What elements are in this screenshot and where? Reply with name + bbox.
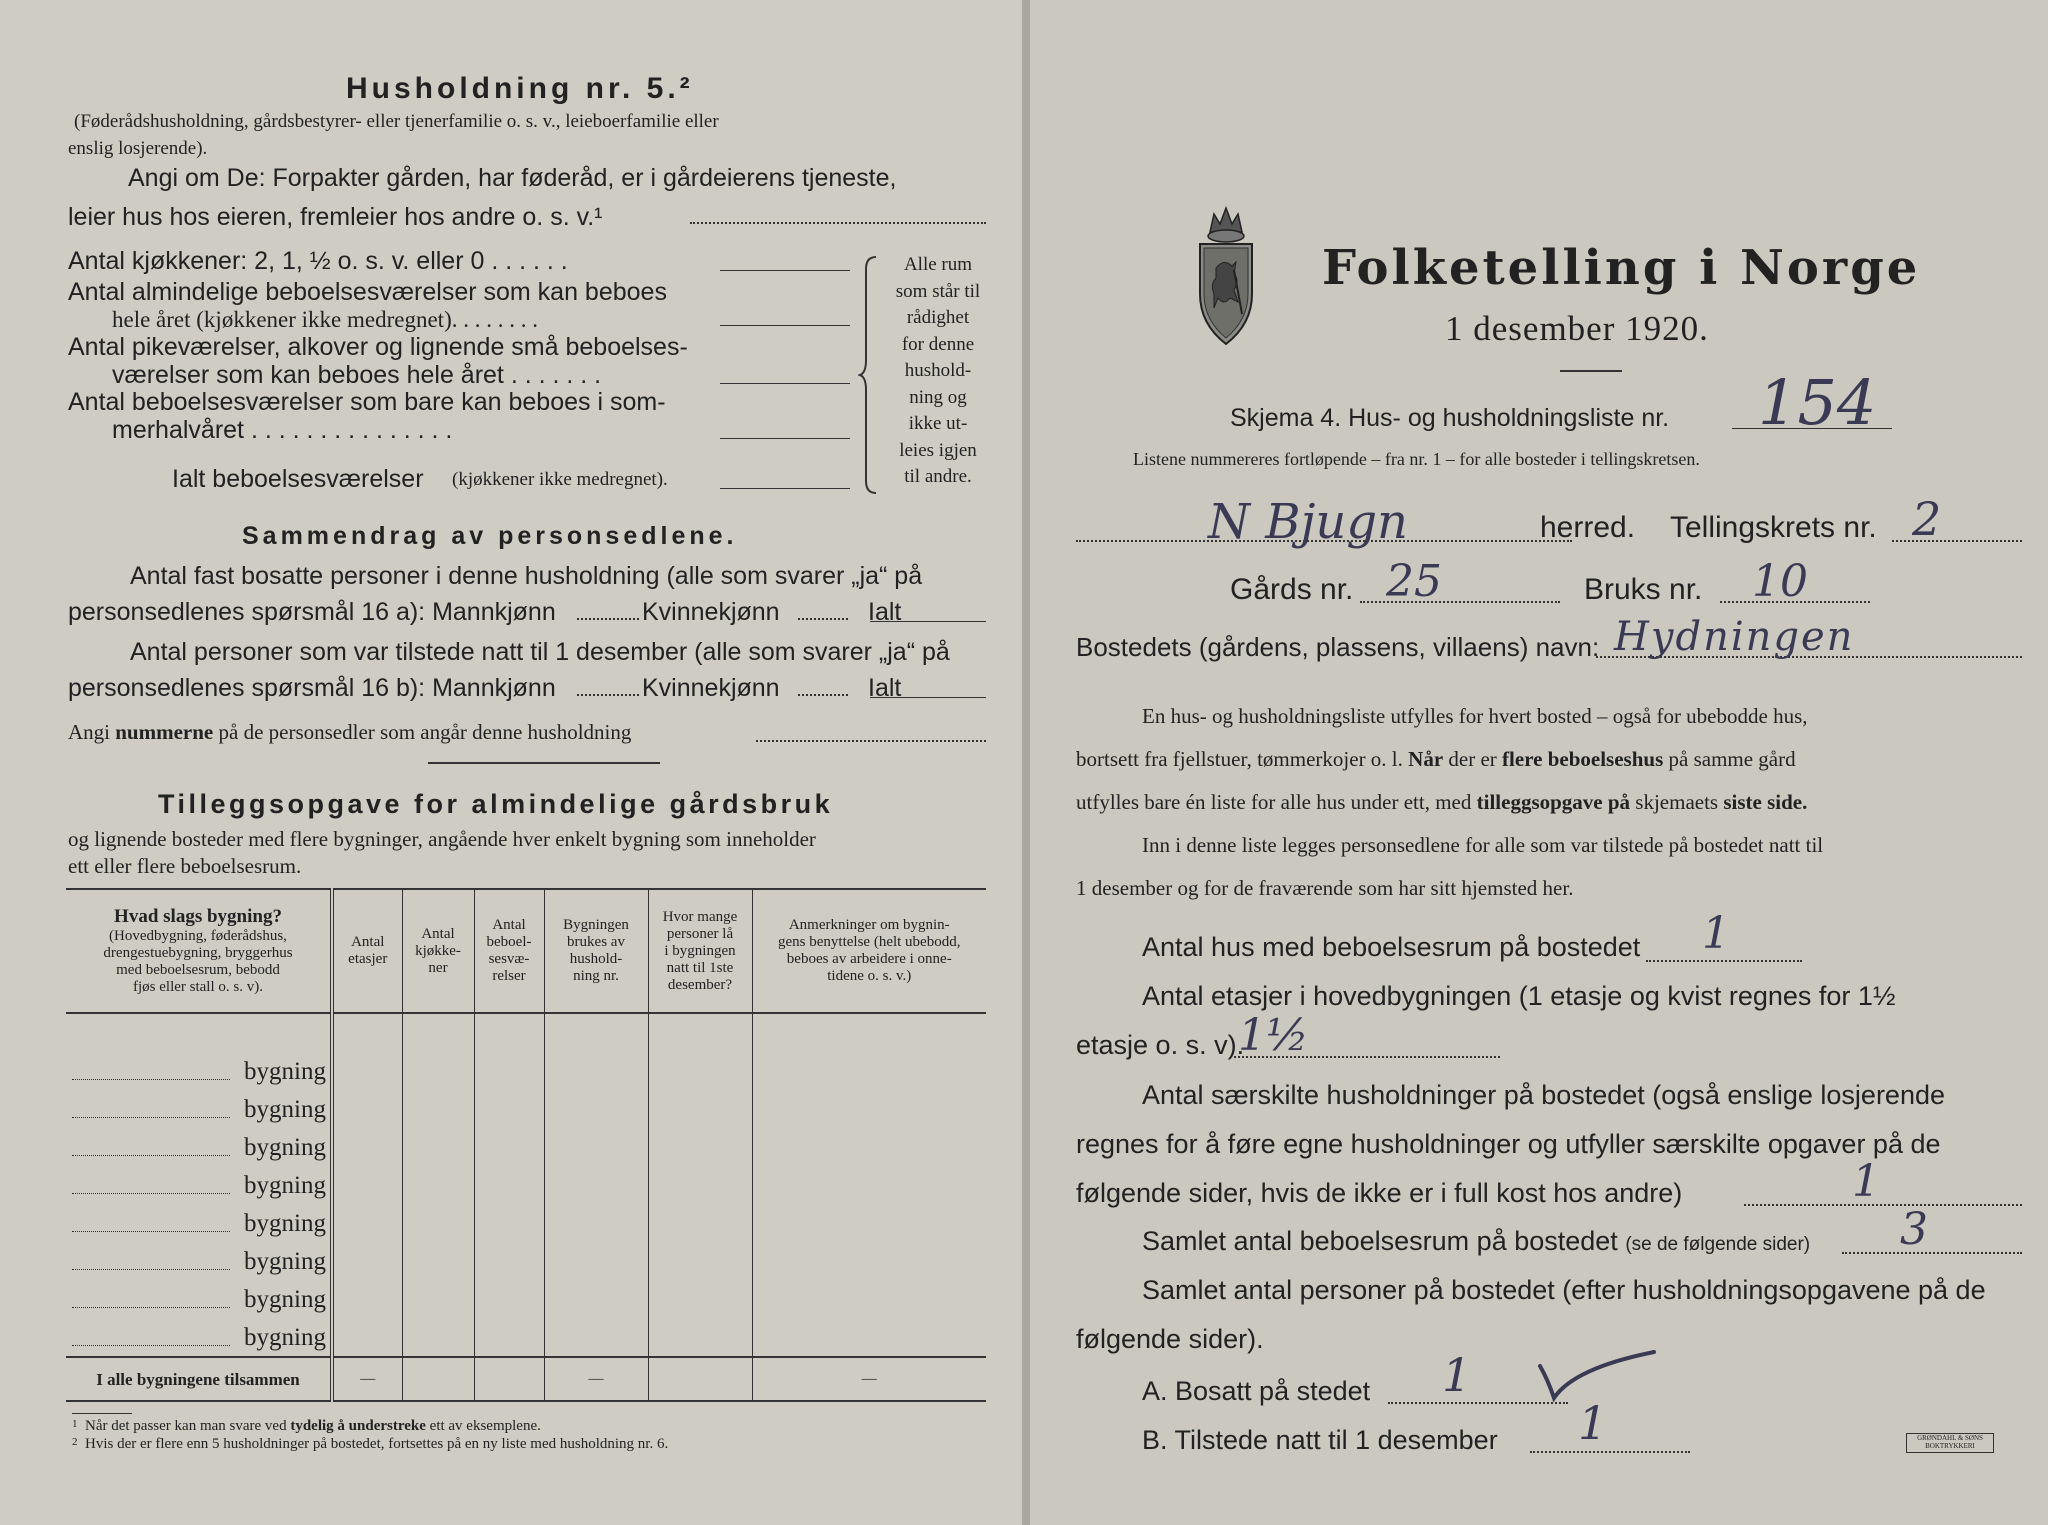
instr-3-pre: utfylles bare én liste for alle hus under ett, med <box>1076 790 1472 814</box>
page-fold <box>1022 0 1030 1525</box>
col-header-type-title: Hvad slags bygning? <box>114 906 282 927</box>
col-header-line: kjøkke- <box>415 942 461 959</box>
bruks-label: Bruks nr. <box>1584 573 1703 606</box>
q3-label-3: følgende sider, hvis de ikke er i full kost hos andre) <box>1076 1178 1683 1208</box>
col-header-line: Antal <box>421 925 455 942</box>
table-cell[interactable] <box>544 1280 648 1318</box>
q3-label-2: regnes for å føre egne husholdninger og utfyller særskilte opgaver på de <box>1076 1129 1941 1159</box>
col-header-type-line: fjøs eller stall o. s. v). <box>133 979 263 995</box>
table-cell[interactable] <box>402 1318 474 1357</box>
skjema-label: Skjema 4. Hus- og husholdningsliste nr. <box>1230 404 1670 432</box>
table-cell[interactable] <box>474 1090 544 1128</box>
left-page <box>0 0 1022 1525</box>
brace-note-line: Alle rum <box>903 254 973 275</box>
table-cell[interactable] <box>752 1166 986 1204</box>
listene-note: Listene nummereres fortløpende – fra nr. 1 – for alle bosteder i tellingskretsen. <box>1133 449 1700 469</box>
q4-label <box>1142 1226 1810 1257</box>
table-cell[interactable] <box>402 1128 474 1166</box>
instr-2-bold-1: Når <box>1408 747 1444 771</box>
table-row <box>66 1166 986 1204</box>
table-cell[interactable] <box>752 1318 986 1357</box>
instr-2-pre: bortsett fra fjellstuer, tømmerkojer o. l. <box>1076 747 1403 771</box>
col-header-line: etasjer <box>348 951 388 967</box>
footnote-2 <box>72 1436 668 1453</box>
table-cell[interactable] <box>544 1242 648 1280</box>
pike-label-2: værelser som kan beboes hele året . . . . . . . <box>112 361 602 389</box>
col-header-line: beboes av arbeidere i onne- <box>786 951 952 967</box>
tillegg-title: Tilleggsopgave for almindelige gårdsbruk <box>158 789 834 819</box>
instr-line-3 <box>1076 790 1807 815</box>
table-cell[interactable] <box>752 1052 986 1090</box>
table-cell[interactable] <box>544 1128 648 1166</box>
angi-line-1: Angi om De: Forpakter gården, har føderåd, er i gårdeierens tjeneste, <box>128 164 897 192</box>
table-cell[interactable] <box>332 1090 402 1128</box>
table-cell[interactable] <box>752 1128 986 1166</box>
kjokkener-label: Antal kjøkkener: 2, 1, ½ o. s. v. eller 0 . . . . . . <box>68 247 568 275</box>
col-header-line: Anmerkninger om bygnin- <box>788 917 950 933</box>
table-cell[interactable] <box>332 1128 402 1166</box>
instr-line-4: Inn i denne liste legges personsedlene for alle som var tilstede på bostedet natt til <box>1142 833 1824 857</box>
instr-2-mid: der er <box>1448 747 1497 771</box>
building-row-label: bygning <box>244 1247 326 1275</box>
footnote-1-bold: tydelig å understreke <box>290 1418 426 1434</box>
col-header-line: brukes av <box>567 934 625 950</box>
angi-answer-line[interactable] <box>690 222 986 224</box>
pike-field[interactable] <box>720 383 850 384</box>
tellingskrets-label: Tellingskrets nr. <box>1670 511 1877 544</box>
building-table <box>66 888 986 1402</box>
instr-2-bold-2: flere beboelseshus <box>1502 747 1664 771</box>
total-dash: — <box>360 1370 376 1387</box>
herred-label: herred. <box>1540 511 1636 544</box>
table-cell[interactable] <box>648 1128 752 1166</box>
col-header-line: natt til 1ste <box>666 959 734 976</box>
table-cell[interactable] <box>402 1052 474 1090</box>
instr-line-5: 1 desember og for de fraværende som har sitt hjemsted her. <box>1076 876 1574 900</box>
q3-field[interactable] <box>1744 1204 2022 1206</box>
building-type-line <box>72 1269 230 1270</box>
almind-label-2: hele året (kjøkkener ikke medregnet). . . . . . . . <box>112 307 538 332</box>
angi-nummerne <box>68 720 631 745</box>
col-header-line: Antal <box>492 917 526 933</box>
table-cell[interactable] <box>474 1166 544 1204</box>
q4-value[interactable]: 3 <box>1900 1204 1928 1255</box>
col-header-line: desember? <box>667 976 733 993</box>
table-cell[interactable] <box>752 1204 986 1242</box>
building-type-line <box>72 1193 230 1194</box>
footnote-rule <box>72 1413 132 1414</box>
footnote-1-post: ett av eksemplene. <box>429 1418 541 1434</box>
table-cell[interactable] <box>648 1090 752 1128</box>
qa-value[interactable]: 1 <box>1442 1348 1472 1402</box>
instr-3-bold-1: tilleggsopgave på <box>1476 790 1631 814</box>
table-cell[interactable] <box>544 1318 648 1357</box>
col-header-line: personer lå <box>666 925 734 942</box>
intro-line-2: enslig losjerende). <box>68 138 208 159</box>
bosted-label: Bostedets (gårdens, plassens, villaens) navn: <box>1076 632 1600 662</box>
angi-nummerne-bold: nummerne <box>115 720 214 744</box>
table-cell[interactable] <box>648 1280 752 1318</box>
table-cell[interactable] <box>648 1318 752 1357</box>
col-header-anmerkninger <box>752 889 986 1013</box>
q1-field[interactable] <box>1646 960 1802 962</box>
table-cell[interactable] <box>648 1242 752 1280</box>
total-cell[interactable] <box>402 1357 474 1401</box>
table-cell[interactable] <box>752 1242 986 1280</box>
building-type-cell[interactable] <box>66 1204 332 1242</box>
angi-nummerne-post: på de personsedler som angår denne husholdning <box>218 720 632 744</box>
building-type-line <box>72 1117 230 1118</box>
col-header-line: Antal <box>351 934 385 950</box>
table-cell[interactable] <box>402 1242 474 1280</box>
building-type-cell[interactable] <box>66 1128 332 1166</box>
s1-kvinne-field[interactable] <box>798 618 848 620</box>
herred-value[interactable]: N Bjugn <box>1208 494 1408 550</box>
table-cell[interactable] <box>402 1204 474 1242</box>
brace-note-line: ning og <box>909 386 967 408</box>
s2-kvinne-field[interactable] <box>798 694 848 696</box>
building-row-label: bygning <box>244 1323 326 1351</box>
ialt-note: (kjøkkener ikke medregnet). <box>452 469 668 490</box>
q2-label-2: etasje o. s. v). <box>1076 1030 1245 1060</box>
s2-ialt-label: Ialt <box>868 674 902 702</box>
table-cell[interactable] <box>402 1090 474 1128</box>
summary-line-3: Antal personer som var tilstede natt til 1 desember (alle som svarer „ja“ på <box>130 638 950 666</box>
col-header-line: ner <box>428 959 448 976</box>
table-cell[interactable] <box>332 1242 402 1280</box>
col-header-type-line: med beboelsesrum, bebodd <box>116 962 280 978</box>
q3-label-1: Antal særskilte husholdninger på bostedet (også enslige losjerende <box>1142 1080 1945 1110</box>
brace-note <box>882 252 994 491</box>
footnote-2-mark: 2 <box>72 1436 78 1448</box>
bruks-value[interactable]: 10 <box>1752 556 1808 607</box>
table-cell[interactable] <box>474 1128 544 1166</box>
s1-mann-field[interactable] <box>577 618 639 620</box>
brace-note-line: hushold- <box>904 360 972 381</box>
q5-label-2: følgende sider). <box>1076 1324 1264 1354</box>
q2-label-1: Antal etasjer i hovedbygningen (1 etasje og kvist regnes for 1½ <box>1142 981 1896 1011</box>
divider <box>428 762 660 764</box>
col-header-line: gens benyttelse (helt ubebodd, <box>778 934 961 950</box>
ialt-label: Ialt beboelsesværelser <box>172 465 424 493</box>
col-header-line: sesvæ- <box>488 951 530 967</box>
col-header-personer <box>648 889 752 1013</box>
q5-label-1: Samlet antal personer på bostedet (efter husholdningsopgavene på de <box>1142 1275 1986 1305</box>
printer-stamp-line: BOKTRYKKERI <box>1925 1442 1975 1450</box>
coat-of-arms-icon <box>1196 198 1256 348</box>
brace-note-line: som står til <box>895 280 981 302</box>
table-total-row <box>66 1357 986 1401</box>
table-cell[interactable] <box>648 1052 752 1090</box>
table-cell[interactable] <box>474 1318 544 1357</box>
building-type-line <box>72 1345 230 1346</box>
gards-value[interactable]: 25 <box>1386 556 1442 607</box>
summary-line-2: personsedlenes spørsmål 16 a): Mannkjønn <box>68 598 556 626</box>
building-type-line <box>72 1155 230 1156</box>
almind-label-1: Antal almindelige beboelsesværelser som kan beboes <box>68 278 667 306</box>
table-cell[interactable] <box>402 1166 474 1204</box>
instr-line-1: En hus- og husholdningsliste utfylles for hvert bosted – også for ubebodde hus, <box>1142 704 1808 728</box>
building-row-label: bygning <box>244 1057 326 1085</box>
total-cell[interactable] <box>474 1357 544 1401</box>
table-cell[interactable] <box>648 1166 752 1204</box>
col-header-line: Hvor mange <box>662 908 738 925</box>
table-cell[interactable] <box>474 1204 544 1242</box>
sommer-label-1: Antal beboelsesværelser som bare kan beboes i som- <box>68 388 666 416</box>
building-row-label: bygning <box>244 1209 326 1237</box>
summary-line-4: personsedlenes spørsmål 16 b): Mannkjønn <box>68 674 556 702</box>
table-cell[interactable] <box>332 1318 402 1357</box>
bosted-value[interactable]: Hydningen <box>1614 614 1855 660</box>
total-cell[interactable] <box>752 1357 986 1401</box>
q4-field[interactable] <box>1842 1252 2022 1254</box>
table-cell[interactable] <box>332 1280 402 1318</box>
table-cell[interactable] <box>544 1204 648 1242</box>
pike-label-1: Antal pikeværelser, alkover og lignende små beboelses- <box>68 333 688 361</box>
col-header-line: hushold- <box>569 951 623 967</box>
table-cell[interactable] <box>544 1052 648 1090</box>
col-header-line: i bygningen <box>664 942 736 959</box>
total-dash: — <box>861 1370 877 1387</box>
census-date: 1 desember 1920. <box>1445 309 1709 348</box>
tellingskrets-value[interactable]: 2 <box>1912 492 1942 546</box>
table-cell[interactable] <box>752 1280 986 1318</box>
footnote-1-mark: 1 <box>72 1418 78 1430</box>
table-row <box>66 1128 986 1166</box>
building-row-label: bygning <box>244 1095 326 1123</box>
instr-line-2 <box>1076 747 1796 772</box>
nummerne-field[interactable] <box>756 740 986 742</box>
brace-note-line: leies igjen <box>899 439 977 461</box>
ialt-field[interactable] <box>720 488 850 489</box>
table-cell[interactable] <box>544 1090 648 1128</box>
s1-kvinne-label: Kvinnekjønn <box>642 598 780 626</box>
col-header-etasjer <box>332 889 402 1013</box>
printer-stamp <box>1906 1433 1994 1453</box>
table-cell[interactable] <box>544 1166 648 1204</box>
q4-note: (se de følgende sider) <box>1625 1234 1811 1255</box>
col-header-line: ning nr. <box>573 968 619 984</box>
table-cell[interactable] <box>332 1204 402 1242</box>
total-label: I alle bygningene tilsammen <box>66 1357 332 1401</box>
table-cell[interactable] <box>402 1280 474 1318</box>
brace-note-line: til andre. <box>904 466 972 487</box>
col-header-type-line: drengestuebygning, bryggerhus <box>103 945 293 961</box>
skjema-nr-value[interactable]: 154 <box>1758 366 1877 439</box>
census-title: Folketelling i Norge <box>1322 240 1921 296</box>
q3-value[interactable]: 1 <box>1852 1156 1880 1207</box>
building-row-label: bygning <box>244 1285 326 1313</box>
q1-label: Antal hus med beboelsesrum på bostedet <box>1142 932 1641 962</box>
brace-icon <box>858 255 880 495</box>
table-cell[interactable] <box>474 1052 544 1090</box>
qb-label: B. Tilstede natt til 1 desember <box>1142 1425 1498 1455</box>
gards-label: Gårds nr. <box>1230 573 1354 606</box>
building-type-cell[interactable] <box>66 1242 332 1280</box>
household-title: Husholdning nr. 5.² <box>346 72 694 105</box>
table-row <box>66 1280 986 1318</box>
instr-2-post: på samme gård <box>1668 747 1796 771</box>
footnote-1 <box>72 1418 541 1435</box>
sommer-field[interactable] <box>720 438 850 439</box>
footnote-1-pre: Når det passer kan man svare ved <box>85 1418 287 1434</box>
right-page <box>1030 0 2048 1525</box>
brace-note-line: rådighet <box>906 307 970 328</box>
building-type-line <box>72 1307 230 1308</box>
brace-note-line: for denne <box>901 333 975 355</box>
summary-line-1: Antal fast bosatte personer i denne husholdning (alle som svarer „ja“ på <box>130 562 923 590</box>
building-type-line <box>72 1231 230 1232</box>
col-header-line: relser <box>492 968 526 984</box>
table-row <box>66 1090 986 1128</box>
building-type-cell[interactable] <box>66 1280 332 1318</box>
brace-note-line: ikke ut- <box>908 413 968 434</box>
angi-line-2: leier hus hos eieren, fremleier hos andre o. s. v.¹ <box>68 203 603 231</box>
tillegg-line-2: ett eller flere beboelsesrum. <box>68 854 302 878</box>
table-row <box>66 1318 986 1357</box>
col-header-line: tidene o. s. v.) <box>827 968 912 984</box>
col-header-kjokkener <box>402 889 474 1013</box>
almind-field[interactable] <box>720 325 850 326</box>
intro-line-1: (Føderådshusholdning, gårdsbestyrer- eller tjenerfamilie o. s. v., leieboerfamilie eller <box>74 111 719 132</box>
table-cell[interactable] <box>474 1280 544 1318</box>
angi-nummerne-pre: Angi <box>68 720 110 744</box>
building-type-cell[interactable] <box>66 1318 332 1357</box>
building-type-line <box>72 1079 230 1080</box>
total-cell[interactable] <box>648 1357 752 1401</box>
building-type-cell[interactable] <box>66 1166 332 1204</box>
table-cell[interactable] <box>752 1090 986 1128</box>
printer-stamp-line: GRØNDAHL & SØNS <box>1917 1434 1983 1442</box>
table-header-row <box>66 889 986 1013</box>
instr-3-bold-2: siste side. <box>1723 790 1808 814</box>
s2-ialt-field[interactable] <box>870 697 986 698</box>
col-header-vaerelser <box>474 889 544 1013</box>
instr-3-mid: skjemaets <box>1635 790 1719 814</box>
table-row <box>66 1242 986 1280</box>
title-rule <box>1560 370 1622 372</box>
s2-kvinne-label: Kvinnekjønn <box>642 674 780 702</box>
col-header-husholdning <box>544 889 648 1013</box>
col-header-line: Bygningen <box>563 917 629 933</box>
tillegg-line-1: og lignende bosteder med flere bygninger, angående hver enkelt bygning som inneholder <box>68 827 816 851</box>
table-row <box>66 1052 986 1090</box>
qb-value[interactable]: 1 <box>1578 1396 1608 1450</box>
table-cell[interactable] <box>474 1242 544 1280</box>
q2-value[interactable]: 1½ <box>1238 1010 1309 1061</box>
building-row-label: bygning <box>244 1133 326 1161</box>
summary-title: Sammendrag av personsedlene. <box>242 522 738 550</box>
total-dash: — <box>588 1370 604 1387</box>
q1-value[interactable]: 1 <box>1702 908 1730 959</box>
s1-ialt-field[interactable] <box>870 621 986 622</box>
table-cell[interactable] <box>332 1166 402 1204</box>
col-header-type <box>66 889 332 1013</box>
s1-ialt-label: Ialt <box>868 598 902 626</box>
total-cell[interactable] <box>332 1357 402 1401</box>
table-cell[interactable] <box>332 1052 402 1090</box>
col-header-line: beboel- <box>486 934 532 950</box>
building-row-label: bygning <box>244 1171 326 1199</box>
qa-label: A. Bosatt på stedet <box>1142 1376 1371 1406</box>
sommer-label-2: merhalvåret . . . . . . . . . . . . . . . <box>112 416 453 444</box>
s2-mann-field[interactable] <box>577 694 639 696</box>
building-type-cell[interactable] <box>66 1052 332 1090</box>
table-row <box>66 1204 986 1242</box>
q4-label-text: Samlet antal beboelsesrum på bostedet <box>1142 1226 1618 1256</box>
kjokkener-field[interactable] <box>720 270 850 271</box>
total-cell[interactable] <box>544 1357 648 1401</box>
footnote-2-text: Hvis der er flere enn 5 husholdninger på bostedet, fortsettes på en ny liste med husholdning nr. 6. <box>85 1436 669 1452</box>
qb-field[interactable] <box>1530 1451 1690 1453</box>
table-cell[interactable] <box>648 1204 752 1242</box>
building-type-cell[interactable] <box>66 1090 332 1128</box>
col-header-type-line: (Hovedbygning, føderådshus, <box>109 928 287 944</box>
